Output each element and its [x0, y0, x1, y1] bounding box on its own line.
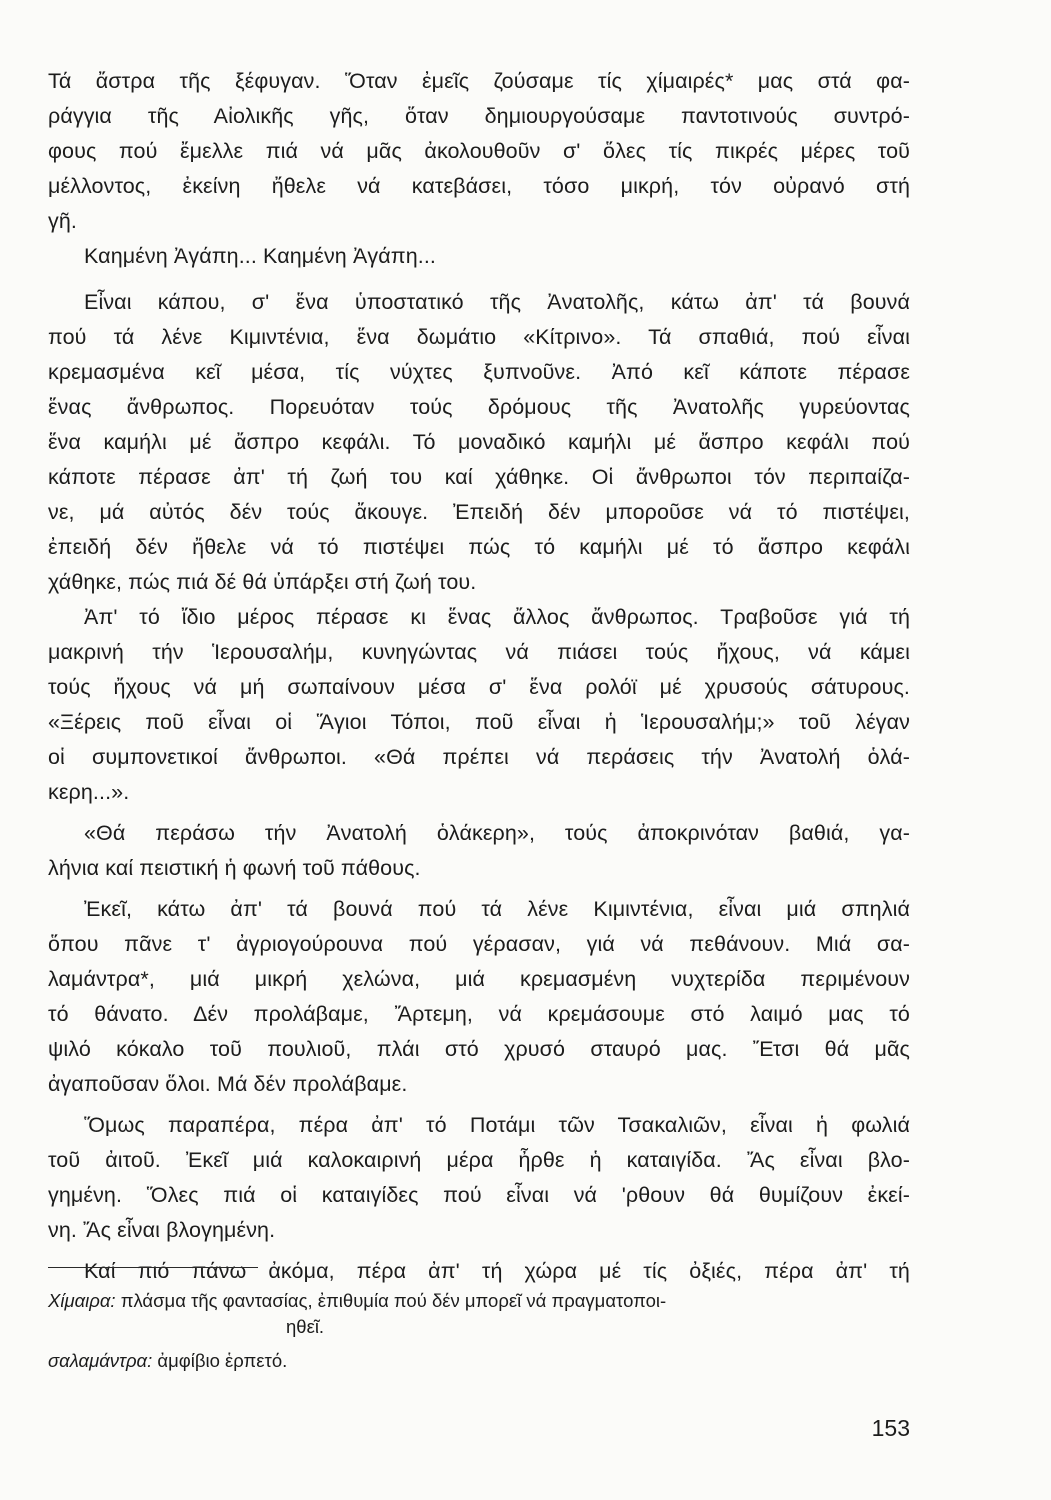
- text-line: ὅπου πᾶνε τ' ἀγριογούρουνα πού γέρασαν, γιά νά πεθάνουν. Μιά σα-: [48, 932, 910, 956]
- text-line: ψιλό κόκαλο τοῦ πουλιοῦ, πλάι στό χρυσό σταυρό μας. Ἔτσι θά μᾶς: [48, 1037, 910, 1061]
- text-line: γημένη. Ὅλες πιά οἱ καταιγίδες πού εἶναι νά 'ρθουν θά θυμίζουν ἐκεί-: [48, 1183, 910, 1207]
- text-line: «Θά περάσω τήν Ἀνατολή ὁλάκερη», τούς ἀποκρινόταν βαθιά, γα-: [84, 821, 910, 845]
- text-line: χάθηκε, πώς πιά δέ θά ὑπάρξει στή ζωή του.: [48, 570, 477, 594]
- page-number: 153: [871, 1415, 910, 1441]
- footnote-chimera: [48, 1288, 910, 1314]
- text-line: μακρινή τήν Ἱερουσαλήμ, κυνηγώντας νά πιάσει τούς ἤχους, νά κάμει: [48, 640, 910, 664]
- text-line: νε, μά αὐτός δέν τούς ἄκουγε. Ἐπειδή δέν μποροῦσε νά τό πιστέψει,: [48, 500, 910, 524]
- text-line: τοῦ ἀιτοῦ. Ἐκεῖ μιά καλοκαιρινή μέρα ἦρθε ἡ καταιγίδα. Ἄς εἶναι βλο-: [48, 1148, 910, 1172]
- text-line: οἱ συμπονετικοί ἄνθρωποι. «Θά πρέπει νά περάσεις τήν Ἀνατολή ὁλά-: [48, 745, 910, 769]
- text-line: Ἐκεῖ, κάτω ἀπ' τά βουνά πού τά λένε Κιμιντένια, εἶναι μιά σπηλιά: [84, 897, 910, 921]
- text-line: κερη...».: [48, 780, 130, 804]
- text-line: Καί πιό πάνω ἀκόμα, πέρα ἀπ' τή χώρα μέ τίς ὀξιές, πέρα ἀπ' τή: [84, 1259, 910, 1283]
- main-text: [48, 64, 910, 1289]
- text-line: γῆ.: [48, 209, 77, 233]
- text-line: κρεμασμένα κεῖ μέσα, τίς νύχτες ξυπνοῦνε. Ἀπό κεῖ κάποτε πέρασε: [48, 360, 910, 384]
- text-line: τούς ἤχους νά μή σωπαίνουν μέσα σ' ἕνα ρολόϊ μέ χρυσούς σάτυρους.: [48, 675, 910, 699]
- footnote-salamander: [48, 1348, 910, 1374]
- footnote-divider: [48, 1267, 258, 1268]
- text-line: ἕνας ἄνθρωπος. Πορευόταν τούς δρόμους τῆς Ἀνατολῆς γυρεύοντας: [48, 395, 910, 419]
- text-line: Ὅμως παραπέρα, πέρα ἀπ' τό Ποτάμι τῶν Τσακαλιῶν, εἶναι ἡ φωλιά: [84, 1113, 910, 1137]
- text-line: ράγγια τῆς Αἰολικῆς γῆς, ὅταν δημιουργούσαμε παντοτινούς συντρό-: [48, 104, 910, 128]
- text-line: ἕνα καμήλι μέ ἄσπρο κεφάλι. Τό μοναδικό καμήλι μέ ἄσπρο κεφάλι πού: [48, 430, 910, 454]
- footnotes: [48, 1288, 910, 1374]
- text-line: ἀγαποῦσαν ὅλοι. Μά δέν προλάβαμε.: [48, 1072, 408, 1096]
- footnote-term: Χίμαιρα:: [48, 1290, 116, 1311]
- text-line: πού τά λένε Κιμιντένια, ἕνα δωμάτιο «Κίτρινο». Τά σπαθιά, πού εἶναι: [48, 325, 910, 349]
- text-line: ἐπειδή δέν ἤθελε νά τό πιστέψει πώς τό καμήλι μέ τό ἄσπρο κεφάλι: [48, 535, 910, 559]
- text-line: νη. Ἄς εἶναι βλογημένη.: [48, 1218, 276, 1242]
- text-line: «Ξέρεις ποῦ εἶναι οἱ Ἅγιοι Τόποι, ποῦ εἶναι ἡ Ἱερουσαλήμ;» τοῦ λέγαν: [48, 710, 910, 734]
- footnote-definition: ἀμφίβιο ἑρπετό.: [157, 1350, 288, 1371]
- text-line: λαμάντρα*, μιά μικρή χελώνα, μιά κρεμασμένη νυχτερίδα περιμένουν: [48, 967, 910, 991]
- text-line: λήνια καί πειστική ἡ φωνή τοῦ πάθους.: [48, 856, 421, 880]
- text-line: Τά ἄστρα τῆς ξέφυγαν. Ὅταν ἐμεῖς ζούσαμε τίς χίμαιρές* μας στά φα-: [48, 69, 910, 93]
- text-line: Καημένη Ἀγάπη... Καημένη Ἀγάπη...: [84, 244, 436, 268]
- text-line: κάποτε πέρασε ἀπ' τή ζωή του καί χάθηκε. Οἱ ἄνθρωποι τόν περιπαίζα-: [48, 465, 910, 489]
- text-line: τό θάνατο. Δέν προλάβαμε, Ἄρτεμη, νά κρεμάσουμε στό λαιμό μας τό: [48, 1002, 910, 1026]
- text-line: Εἶναι κάπου, σ' ἕνα ὑποστατικό τῆς Ἀνατολῆς, κάτω ἀπ' τά βουνά: [84, 290, 910, 314]
- footnote-continuation: ηθεῖ.: [286, 1316, 325, 1337]
- footnote-definition: πλάσμα τῆς φαντασίας, ἐπιθυμία πού δέν μπορεῖ νά πραγματοποι-: [120, 1290, 667, 1311]
- text-line: φους πού ἔμελλε πιά νά μᾶς ἀκολουθοῦν σ' ὅλες τίς πικρές μέρες τοῦ: [48, 139, 910, 163]
- text-line: Ἀπ' τό ἴδιο μέρος πέρασε κι ἕνας ἄλλος ἄνθρωπος. Τραβοῦσε γιά τή: [84, 605, 910, 629]
- text-line: μέλλοντος, ἐκείνη ἤθελε νά κατεβάσει, τόσο μικρή, τόν οὐρανό στή: [48, 174, 910, 198]
- footnote-term: σαλαμάντρα:: [48, 1350, 153, 1371]
